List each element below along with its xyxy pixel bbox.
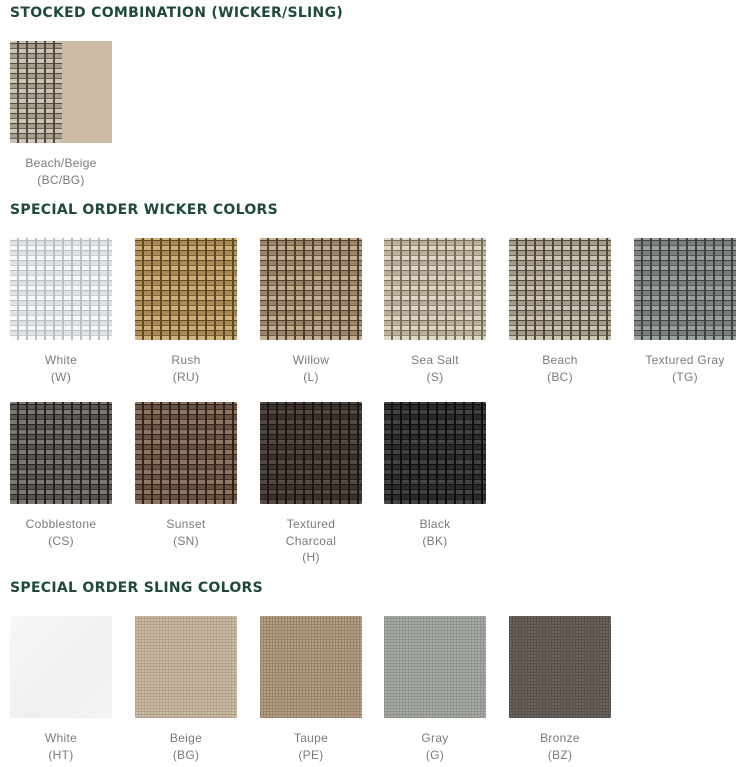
swatch-wicker-sea-salt[interactable]	[384, 238, 486, 385]
swatch-image[interactable]	[509, 238, 611, 340]
swatch-name: Beach/Beige	[25, 156, 97, 170]
swatch-image[interactable]	[384, 402, 486, 504]
swatch-code: (CS)	[48, 533, 74, 548]
swatch-code: (BC)	[547, 369, 573, 384]
swatch-name: Black	[419, 517, 451, 531]
swatch-wicker-sunset[interactable]	[135, 402, 237, 549]
swatch-name: Taupe	[293, 731, 329, 745]
swatch-code: (H)	[302, 550, 320, 564]
swatch-name: Sea Salt	[411, 353, 459, 367]
swatch-beach-beige[interactable]	[10, 41, 112, 188]
swatch-sling-bronze[interactable]	[509, 616, 611, 763]
swatch-code: (G)	[425, 747, 445, 762]
swatch-code: (SN)	[173, 533, 199, 548]
swatch-name: Cobblestone	[25, 517, 97, 531]
swatch-image[interactable]	[260, 616, 362, 718]
swatch-image[interactable]	[509, 616, 611, 718]
swatch-wicker-willow[interactable]	[260, 238, 362, 385]
swatch-code: (L)	[303, 369, 319, 384]
swatch-name: Textured Charcoal	[285, 517, 337, 548]
swatch-sling-beige[interactable]	[135, 616, 237, 763]
swatch-image[interactable]	[10, 41, 112, 143]
swatch-image[interactable]	[260, 238, 362, 340]
swatch-wicker-beach[interactable]	[509, 238, 611, 385]
swatch-wicker-textured-gray[interactable]	[634, 238, 736, 385]
swatch-code: (PE)	[298, 747, 324, 762]
swatch-name: Gray	[421, 731, 449, 745]
swatch-image[interactable]	[10, 238, 112, 340]
section-title-special-order-sling: SPECIAL ORDER SLING COLORS	[10, 580, 263, 596]
swatch-wicker-cobblestone[interactable]	[10, 402, 112, 549]
swatch-name: White	[44, 731, 78, 745]
swatch-name: Bronze	[540, 731, 580, 745]
swatch-wicker-black[interactable]	[384, 402, 486, 549]
swatch-code: (W)	[50, 369, 72, 384]
swatch-name: Rush	[171, 353, 201, 367]
swatch-code: (BG)	[172, 747, 200, 762]
swatch-code: (BC/BG)	[37, 172, 85, 187]
swatch-image[interactable]	[384, 238, 486, 340]
swatch-name: Sunset	[166, 517, 206, 531]
swatch-image[interactable]	[135, 238, 237, 340]
swatch-code: (BZ)	[547, 747, 573, 762]
section-title-special-order-wicker: SPECIAL ORDER WICKER COLORS	[10, 202, 278, 218]
swatch-name: White	[44, 353, 78, 367]
swatch-code: (TG)	[672, 369, 698, 384]
swatch-code: (HT)	[48, 747, 74, 762]
swatch-image[interactable]	[135, 402, 237, 504]
swatch-name: Textured Gray	[645, 353, 725, 367]
swatch-image[interactable]	[260, 402, 362, 504]
swatch-sling-white[interactable]	[10, 616, 112, 763]
swatch-image[interactable]	[135, 616, 237, 718]
swatch-wicker-textured-charcoal[interactable]	[260, 402, 362, 566]
swatch-name: Beach	[542, 353, 578, 367]
swatch-wicker-white[interactable]	[10, 238, 112, 385]
swatch-sling-taupe[interactable]	[260, 616, 362, 763]
swatch-image[interactable]	[10, 402, 112, 504]
swatch-name: Willow	[292, 353, 330, 367]
swatch-sling-gray[interactable]	[384, 616, 486, 763]
swatch-code: (BK)	[422, 533, 448, 548]
swatch-image[interactable]	[634, 238, 736, 340]
swatch-name: Beige	[169, 731, 203, 745]
section-title-stocked-combination: STOCKED COMBINATION (WICKER/SLING)	[10, 5, 344, 21]
swatch-code: (S)	[426, 369, 444, 384]
swatch-image[interactable]	[384, 616, 486, 718]
swatch-code: (RU)	[172, 369, 200, 384]
swatch-image[interactable]	[10, 616, 112, 718]
swatch-wicker-rush[interactable]	[135, 238, 237, 385]
